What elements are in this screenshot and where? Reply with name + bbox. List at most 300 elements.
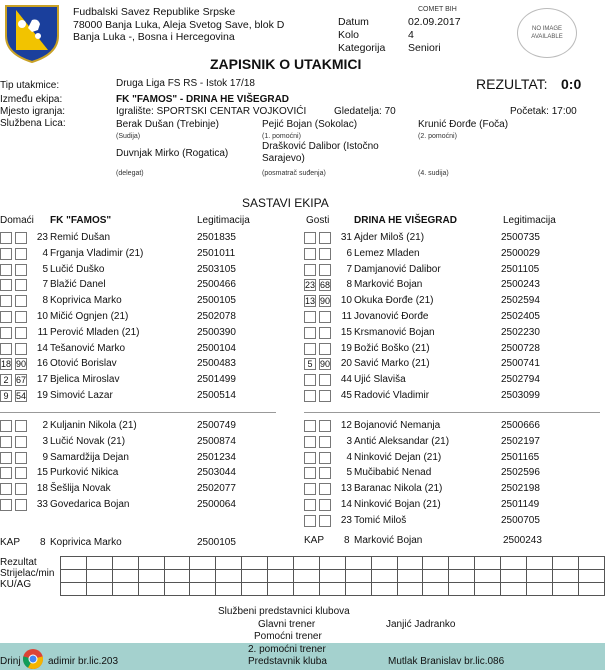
score-grid-cell bbox=[112, 557, 138, 570]
player-licence: 2502197 bbox=[501, 435, 540, 447]
sub-minute-box bbox=[304, 327, 316, 339]
player-name: Božić Boško (21) bbox=[354, 342, 430, 354]
sub-minute-box: 9 bbox=[0, 390, 12, 402]
score-grid-cell bbox=[138, 557, 164, 570]
score-grid-cell bbox=[268, 557, 294, 570]
player-name: Ajder Miloš (21) bbox=[354, 232, 425, 243]
player-licence: 2501835 bbox=[197, 232, 236, 243]
sub-minute-box bbox=[319, 436, 331, 448]
player-number: 45 bbox=[340, 390, 352, 401]
no-image-placeholder bbox=[517, 8, 577, 58]
player-licence: 2502078 bbox=[197, 311, 236, 322]
score-grid-cell bbox=[319, 557, 345, 570]
player-name: Krsmanović Bojan bbox=[354, 326, 435, 338]
player-name: Purković Nikica bbox=[50, 467, 119, 479]
player-number: 3 bbox=[346, 435, 352, 447]
score-grid-cell bbox=[527, 557, 553, 570]
score-grid-cell bbox=[345, 570, 371, 583]
player-licence: 2501011 bbox=[197, 247, 236, 259]
official-pomocni2: Krunić Đorđe (Foča) bbox=[418, 119, 509, 130]
player-name: Baranac Nikola (21) bbox=[354, 483, 443, 495]
score-grid-cell bbox=[501, 557, 527, 570]
sub-minute-box: 90 bbox=[320, 296, 331, 307]
player-name: Šešlija Novak bbox=[50, 483, 111, 495]
meta-kolo-label: Kolo bbox=[338, 29, 360, 41]
player-number: 7 bbox=[346, 263, 352, 275]
player-name: Lučić Novak (21) bbox=[50, 435, 126, 447]
score-grid-cell bbox=[216, 557, 242, 570]
score-grid-cell bbox=[578, 583, 604, 596]
player-name: Blažić Danel bbox=[50, 279, 106, 291]
player-name: Ujić Slaviša bbox=[354, 374, 406, 386]
sub-minute-box: 5 bbox=[304, 358, 316, 370]
score-grid-cell bbox=[371, 557, 397, 570]
rezultat-value: 0:0 bbox=[561, 76, 582, 92]
player-number: 3 bbox=[42, 435, 48, 447]
sub-minute-box bbox=[319, 420, 331, 432]
score-grid-cell bbox=[578, 557, 604, 570]
sub-minute-box: 54 bbox=[16, 391, 27, 401]
player-name: Koprivica Marko bbox=[50, 295, 122, 307]
sub-minute-box bbox=[319, 467, 331, 479]
score-grid-cell bbox=[423, 583, 449, 596]
rezultat-label: REZULTAT: bbox=[476, 76, 548, 92]
meta-kategorija-label: Kategorija bbox=[338, 42, 386, 54]
sub-minute-box bbox=[15, 483, 27, 495]
player-licence: 2500390 bbox=[197, 326, 236, 338]
sub-minute-box: 23 bbox=[305, 280, 316, 291]
player-licence: 2502794 bbox=[501, 374, 540, 386]
score-grid-cell bbox=[449, 583, 475, 596]
sub-minute-box bbox=[15, 311, 27, 323]
player-number: 2 bbox=[42, 420, 48, 431]
sub-minute-box: 90 bbox=[320, 359, 331, 370]
sub-minute-box bbox=[0, 467, 12, 479]
player-licence: 2500749 bbox=[197, 420, 236, 431]
tip-value: Druga Liga FS RS - Istok 17/18 bbox=[116, 78, 255, 89]
player-licence: 2500029 bbox=[501, 247, 540, 259]
sub-minute-box bbox=[15, 232, 27, 244]
player-number: 15 bbox=[36, 467, 48, 479]
player-name: Okuka Đorđe (21) bbox=[354, 295, 434, 307]
player-licence: 2503099 bbox=[501, 390, 540, 401]
score-grid-cell bbox=[86, 557, 112, 570]
score-grid-cell bbox=[475, 557, 501, 570]
sub-minute-box bbox=[15, 343, 27, 355]
sub-minute-box bbox=[15, 420, 27, 432]
score-grid-cell bbox=[397, 557, 423, 570]
sub-minute-box bbox=[0, 499, 12, 511]
player-number: 33 bbox=[36, 499, 48, 510]
player-licence: 2501165 bbox=[501, 451, 540, 463]
score-label-rezultat: Rezultat bbox=[0, 557, 37, 568]
player-licence: 2503105 bbox=[197, 263, 236, 275]
official-posmatrac: Drašković Dalibor (Istočno Sarajevo) bbox=[262, 141, 379, 164]
player-licence: 2501149 bbox=[501, 499, 540, 510]
player-name: Tomić Miloš bbox=[354, 514, 407, 526]
player-licence: 2500741 bbox=[501, 358, 540, 370]
sub-minute-box bbox=[0, 295, 12, 307]
izmedju-value: FK "FAMOS" - DRINA HE VIŠEGRAD bbox=[116, 94, 290, 105]
player-name: Bjelica Miroslav bbox=[50, 374, 120, 386]
away-kap-num: 8 bbox=[344, 535, 350, 546]
sub-minute-box: 68 bbox=[320, 280, 331, 291]
sub-minute-box bbox=[0, 420, 12, 432]
pocetak: Početak: 17:00 bbox=[510, 106, 577, 117]
player-number: 14 bbox=[340, 499, 352, 510]
sub-minute-box bbox=[319, 515, 331, 527]
player-licence: 2500666 bbox=[501, 420, 540, 431]
sub-minute-box bbox=[304, 264, 316, 276]
official-delegat-role: (delegat) bbox=[116, 170, 144, 177]
sub-minute-box bbox=[319, 327, 331, 339]
player-name: Samardžija Dejan bbox=[50, 451, 129, 463]
score-grid-cell bbox=[242, 583, 268, 596]
federation-address: 78000 Banja Luka, Aleja Svetog Save, blok D bbox=[73, 18, 285, 31]
player-licence: 2500466 bbox=[197, 279, 236, 291]
score-grid-cell bbox=[423, 570, 449, 583]
score-grid-cell bbox=[61, 557, 87, 570]
player-name: Marković Bojan bbox=[354, 279, 423, 291]
sub-minute-box bbox=[15, 327, 27, 339]
sub-minute-box bbox=[0, 343, 12, 355]
home-kap-lic: 2500105 bbox=[197, 537, 236, 548]
player-name: Savić Marko (21) bbox=[354, 358, 430, 370]
score-grid-cell bbox=[190, 583, 216, 596]
player-number: 17 bbox=[36, 374, 48, 386]
score-grid-cell bbox=[552, 557, 578, 570]
home-divider bbox=[0, 412, 276, 413]
sub-minute-box bbox=[319, 390, 331, 402]
player-number: 13 bbox=[340, 483, 352, 495]
official-pomocni1: Pejić Bojan (Sokolac) bbox=[262, 119, 358, 130]
player-name: Remić Dušan bbox=[50, 232, 111, 243]
sub-minute-box bbox=[304, 311, 316, 323]
player-name: Otović Borislav bbox=[50, 358, 117, 370]
sub-minute-box bbox=[15, 452, 27, 464]
sub-minute-box bbox=[304, 232, 316, 244]
score-grid-cell bbox=[138, 570, 164, 583]
player-licence: 2500105 bbox=[197, 295, 236, 307]
sub-minute-box bbox=[319, 483, 331, 495]
player-number: 23 bbox=[340, 514, 352, 526]
mjesto-value: Igralište: SPORTSKI CENTAR VOJKOVIĆI bbox=[116, 106, 307, 117]
footer-right-name: Mutlak Branislav br.lic.086 bbox=[388, 656, 505, 667]
sub-minute-box bbox=[319, 264, 331, 276]
sub-minute-box bbox=[304, 467, 316, 479]
sub-minute-box bbox=[319, 248, 331, 260]
meta-datum-label: Datum bbox=[338, 16, 369, 28]
score-grid-cell bbox=[501, 570, 527, 583]
meta-kategorija-value: Seniori bbox=[408, 42, 441, 54]
sub-minute-box bbox=[0, 264, 12, 276]
player-number: 8 bbox=[42, 295, 48, 307]
sub-minute-box bbox=[15, 279, 27, 291]
player-name: Mičić Ognjen (21) bbox=[50, 311, 129, 322]
player-name: Ninković Dejan (21) bbox=[354, 451, 442, 463]
player-licence: 2500514 bbox=[197, 390, 236, 401]
score-grid-cell bbox=[578, 570, 604, 583]
sub-minute-box: 67 bbox=[16, 375, 27, 386]
player-licence: 2500728 bbox=[501, 342, 540, 354]
sub-minute-box bbox=[0, 248, 12, 260]
player-licence: 2500243 bbox=[501, 279, 540, 291]
player-name: Simović Lazar bbox=[50, 390, 113, 401]
sluzbena-label: Službena Lica: bbox=[0, 118, 66, 129]
score-grid-cell bbox=[138, 583, 164, 596]
player-number: 31 bbox=[340, 232, 352, 243]
player-licence: 2501105 bbox=[501, 263, 540, 275]
score-grid-cell bbox=[190, 570, 216, 583]
player-number: 19 bbox=[36, 390, 48, 401]
player-name: Radović Vladimir bbox=[354, 390, 430, 401]
score-grid-cell bbox=[216, 570, 242, 583]
izmedju-label: Između ekipa: bbox=[0, 94, 63, 105]
official-delegat: Duvnjak Mirko (Rogatica) bbox=[116, 148, 229, 159]
player-licence: 2502230 bbox=[501, 326, 540, 338]
score-grid-cell bbox=[294, 583, 320, 596]
player-number: 23 bbox=[36, 232, 48, 243]
sub-minute-box bbox=[319, 343, 331, 355]
player-number: 8 bbox=[346, 279, 352, 291]
player-licence: 2501234 bbox=[197, 451, 236, 463]
footer-glavni: Glavni trener bbox=[258, 619, 316, 630]
player-number: 19 bbox=[340, 342, 352, 354]
home-kap-name: Koprivica Marko bbox=[50, 537, 122, 548]
player-name: Jovanović Đorđe bbox=[354, 311, 429, 322]
chrome-icon[interactable] bbox=[22, 648, 44, 670]
player-name: Tešanović Marko bbox=[50, 342, 126, 354]
player-name: Damjanović Dalibor bbox=[354, 263, 441, 275]
score-grid bbox=[60, 556, 605, 596]
score-grid-cell bbox=[268, 570, 294, 583]
sub-minute-box bbox=[0, 279, 12, 291]
comet-label: COMET BIH bbox=[418, 6, 457, 13]
sub-minute-box: 2 bbox=[0, 374, 12, 386]
player-number: 4 bbox=[42, 247, 48, 259]
meta-datum-value: 02.09.2017 bbox=[408, 16, 461, 28]
sub-minute-box bbox=[15, 295, 27, 307]
sub-minute-box bbox=[304, 436, 316, 448]
score-label-strijelac: Strijelac/min bbox=[0, 568, 55, 579]
sub-minute-box bbox=[304, 420, 316, 432]
score-grid-cell bbox=[552, 570, 578, 583]
player-name: Bojanović Nemanja bbox=[354, 420, 441, 431]
away-kap-lic: 2500243 bbox=[503, 535, 542, 546]
player-licence: 2502594 bbox=[501, 295, 540, 307]
player-number: 10 bbox=[36, 311, 48, 322]
page-title: ZAPISNIK O UTAKMICI bbox=[210, 56, 362, 72]
official-sudija-role: (Sudija) bbox=[116, 133, 141, 140]
sub-minute-box bbox=[0, 436, 12, 448]
federation-name: Fudbalski Savez Republike Srpske bbox=[73, 6, 236, 18]
official-pomocni1-role: (1. pomoćni) bbox=[262, 133, 301, 140]
player-number: 9 bbox=[42, 451, 48, 463]
footer-title: Službeni predstavnici klubova bbox=[218, 606, 350, 617]
player-number: 12 bbox=[340, 420, 352, 431]
away-kap-name: Marković Bojan bbox=[354, 535, 423, 546]
score-grid-cell bbox=[164, 570, 190, 583]
sub-minute-box bbox=[15, 499, 27, 511]
home-kap-label: KAP bbox=[0, 537, 21, 548]
score-grid-cell bbox=[345, 583, 371, 596]
score-grid-row bbox=[61, 557, 605, 570]
player-name: Mučibabić Nenad bbox=[354, 467, 432, 479]
away-kap-label: KAP bbox=[304, 535, 325, 546]
sub-minute-box bbox=[0, 311, 12, 323]
federation-logo bbox=[2, 2, 62, 64]
sub-minute-box bbox=[15, 264, 27, 276]
player-number: 18 bbox=[36, 483, 48, 495]
player-number: 11 bbox=[341, 311, 352, 322]
player-number: 5 bbox=[42, 263, 48, 275]
score-grid-cell bbox=[242, 570, 268, 583]
sub-minute-box bbox=[304, 248, 316, 260]
player-licence: 2501499 bbox=[197, 374, 236, 386]
home-side-label: Domaći bbox=[0, 215, 34, 226]
score-grid-cell bbox=[112, 583, 138, 596]
score-grid-cell bbox=[397, 583, 423, 596]
player-name: Lemez Mladen bbox=[354, 247, 420, 259]
player-number: 7 bbox=[42, 279, 48, 291]
player-name: Antić Aleksandar (21) bbox=[354, 435, 450, 447]
sub-minute-box bbox=[304, 452, 316, 464]
player-number: 4 bbox=[346, 451, 352, 463]
sub-minute-box bbox=[15, 467, 27, 479]
footer-left-partial2: adimir br.lic.203 bbox=[48, 656, 119, 667]
sub-minute-box bbox=[15, 248, 27, 260]
no-image-line2: AVAILABLE bbox=[531, 34, 563, 40]
score-grid-cell bbox=[371, 583, 397, 596]
score-grid-cell bbox=[61, 583, 87, 596]
player-name: Lučić Duško bbox=[50, 263, 105, 275]
score-grid-cell bbox=[190, 557, 216, 570]
sub-minute-box bbox=[319, 232, 331, 244]
footer-pomocni: Pomoćni trener bbox=[254, 631, 322, 642]
score-grid-cell bbox=[475, 570, 501, 583]
away-team-name: DRINA HE VIŠEGRAD bbox=[354, 215, 457, 226]
sub-minute-box: 18 bbox=[1, 359, 12, 370]
player-number: 10 bbox=[340, 295, 352, 307]
score-grid-cell bbox=[527, 570, 553, 583]
score-grid-cell bbox=[164, 583, 190, 596]
player-name: Govedarica Bojan bbox=[50, 499, 130, 510]
sub-minute-box bbox=[0, 232, 12, 244]
sub-minute-box bbox=[0, 327, 12, 339]
official-posmatrac-role: (posmatrač suđenja) bbox=[262, 170, 326, 177]
score-grid-cell bbox=[371, 570, 397, 583]
sub-minute-box bbox=[319, 374, 331, 386]
sub-minute-box: 90 bbox=[16, 359, 27, 370]
score-grid-cell bbox=[242, 557, 268, 570]
sub-minute-box bbox=[319, 311, 331, 323]
away-divider bbox=[304, 412, 600, 413]
away-lic-header: Legitimacija bbox=[503, 215, 556, 226]
player-number: 44 bbox=[340, 374, 352, 386]
player-licence: 2502198 bbox=[501, 483, 540, 495]
score-grid-cell bbox=[294, 557, 320, 570]
score-grid-cell bbox=[112, 570, 138, 583]
sub-minute-box bbox=[304, 343, 316, 355]
player-number: 14 bbox=[36, 342, 48, 354]
home-team-name: FK "FAMOS" bbox=[50, 215, 112, 226]
score-grid-cell bbox=[319, 570, 345, 583]
footer-pomocni2: 2. pomoćni trener bbox=[248, 644, 326, 655]
player-licence: 2502077 bbox=[197, 483, 236, 495]
sub-minute-box bbox=[304, 515, 316, 527]
player-name: Perović Mladen (21) bbox=[50, 326, 140, 338]
score-grid-cell bbox=[319, 583, 345, 596]
score-grid-cell bbox=[397, 570, 423, 583]
player-number: 16 bbox=[36, 358, 48, 370]
sub-minute-box bbox=[15, 436, 27, 448]
sub-minute-box bbox=[304, 483, 316, 495]
official-4sudija-role: (4. sudija) bbox=[418, 170, 449, 177]
score-grid-cell bbox=[164, 557, 190, 570]
score-grid-cell bbox=[475, 583, 501, 596]
sub-minute-box bbox=[319, 499, 331, 511]
score-grid-cell bbox=[527, 583, 553, 596]
federation-city: Banja Luka -, Bosna i Hercegovina bbox=[73, 31, 235, 43]
footer-predstavnik: Predstavnik kluba bbox=[248, 656, 327, 667]
player-number: 5 bbox=[346, 467, 352, 479]
home-kap-num: 8 bbox=[40, 537, 46, 548]
footer-left-partial: Drinj bbox=[0, 656, 21, 667]
player-licence: 2500483 bbox=[197, 358, 236, 370]
player-name: Kuljanin Nikola (21) bbox=[50, 420, 137, 431]
footer-glavni-name: Janjić Jadranko bbox=[386, 619, 456, 630]
score-grid-cell bbox=[345, 557, 371, 570]
player-licence: 2503044 bbox=[197, 467, 236, 479]
score-grid-cell bbox=[449, 557, 475, 570]
player-licence: 2500735 bbox=[501, 232, 540, 243]
player-licence: 2502596 bbox=[501, 467, 540, 479]
score-grid-cell bbox=[449, 570, 475, 583]
score-grid-cell bbox=[552, 583, 578, 596]
player-name: Ninković Bojan (21) bbox=[354, 499, 441, 510]
sub-minute-box bbox=[0, 483, 12, 495]
official-sudija: Berak Dušan (Trebinje) bbox=[116, 119, 220, 130]
sub-minute-box bbox=[304, 390, 316, 402]
player-licence: 2500104 bbox=[197, 342, 236, 354]
score-label-kuag: KU/AG bbox=[0, 579, 32, 590]
player-number: 11 bbox=[37, 326, 48, 338]
player-number: 15 bbox=[340, 326, 352, 338]
score-grid-cell bbox=[61, 570, 87, 583]
score-grid-cell bbox=[423, 557, 449, 570]
sub-minute-box bbox=[304, 374, 316, 386]
tip-label: Tip utakmice: bbox=[0, 80, 60, 91]
player-licence: 2502405 bbox=[501, 311, 540, 322]
player-number: 6 bbox=[346, 247, 352, 259]
player-name: Frganja Vladimir (21) bbox=[50, 247, 144, 259]
score-grid-cell bbox=[294, 570, 320, 583]
score-grid-row bbox=[61, 583, 605, 596]
score-grid-cell bbox=[216, 583, 242, 596]
player-licence: 2500705 bbox=[501, 514, 540, 526]
home-lic-header: Legitimacija bbox=[197, 215, 250, 226]
score-grid-cell bbox=[268, 583, 294, 596]
sub-minute-box bbox=[304, 499, 316, 511]
sastavi-title: SASTAVI EKIPA bbox=[242, 196, 329, 210]
away-side-label: Gosti bbox=[306, 215, 330, 226]
player-licence: 2500064 bbox=[197, 499, 236, 510]
player-licence: 2500874 bbox=[197, 435, 236, 447]
score-grid-cell bbox=[86, 583, 112, 596]
sub-minute-box bbox=[319, 452, 331, 464]
gledatelja: Gledatelja: 70 bbox=[334, 106, 396, 117]
score-grid-cell bbox=[501, 583, 527, 596]
